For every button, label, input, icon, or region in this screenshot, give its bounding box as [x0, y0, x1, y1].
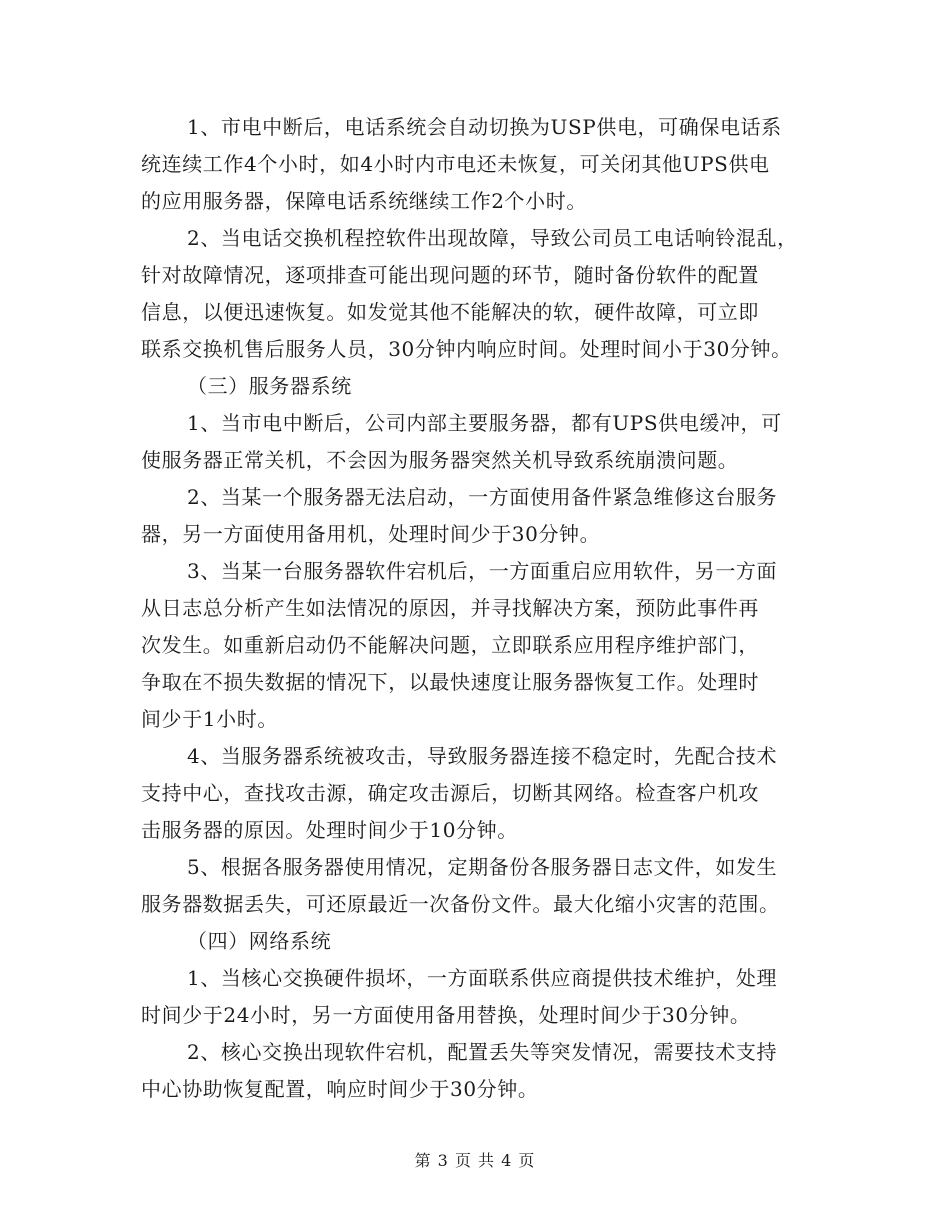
page-number-footer: 第 3 页 共 4 页	[414, 1151, 536, 1170]
body-line: 1、当核心交换硬件损坏，一方面联系供应商提供技术维护，处理	[187, 966, 778, 990]
body-line: 2、核心交换出现软件宕机，配置丢失等突发情况，需要技术支持	[187, 1040, 778, 1064]
body-line: 针对故障情况，逐项排查可能出现问题的环节，随时备份软件的配置	[141, 263, 759, 287]
body-line: 击服务器的原因。处理时间少于10分钟。	[141, 818, 518, 842]
body-line: 5、根据各服务器使用情况，定期备份各服务器日志文件，如发生	[187, 855, 778, 879]
body-line: 支持中心，查找攻击源，确定攻击源后，切断其网络。检查客户机攻	[141, 781, 759, 805]
section-heading: （三）服务器系统	[187, 374, 352, 398]
body-line: 间少于1小时。	[141, 707, 278, 731]
body-line: 2、当电话交换机程控软件出现故障，导致公司员工电话响铃混乱，	[187, 226, 798, 250]
body-line: 器，另一方面使用备用机，处理时间少于30分钟。	[141, 522, 601, 546]
body-line: 3、当某一台服务器软件宕机后，一方面重启应用软件，另一方面	[187, 559, 778, 583]
body-line: 的应用服务器，保障电话系统继续工作2个小时。	[141, 189, 587, 213]
body-line: 使服务器正常关机，不会因为服务器突然关机导致系统崩溃问题。	[141, 448, 739, 472]
body-line: 次发生。如重新启动仍不能解决问题，立即联系应用程序维护部门，	[141, 633, 759, 657]
body-line: 服务器数据丢失，可还原最近一次备份文件。最大化缩小灾害的范围。	[141, 892, 780, 916]
body-line: 联系交换机售后服务人员，30分钟内响应时间。处理时间小于30分钟。	[141, 337, 792, 361]
body-line: 4、当服务器系统被攻击，导致服务器连接不稳定时，先配合技术	[187, 744, 778, 768]
body-line: 信息，以便迅速恢复。如发觉其他不能解决的软，硬件故障，可立即	[141, 300, 759, 324]
body-line: 2、当某一个服务器无法启动，一方面使用备件紧急维修这台服务	[187, 485, 778, 509]
section-heading: （四）网络系统	[187, 929, 332, 953]
body-line: 中心协助恢复配置，响应时间少于30分钟。	[141, 1077, 539, 1101]
body-line: 争取在不损失数据的情况下，以最快速度让服务器恢复工作。处理时	[141, 670, 759, 694]
body-line: 时间少于24小时，另一方面使用备用替换，处理时间少于30分钟。	[141, 1003, 751, 1027]
body-line: 统连续工作4个小时，如4小时内市电还未恢复，可关闭其他UPS供电	[141, 152, 770, 176]
body-line: 1、当市电中断后，公司内部主要服务器，都有UPS供电缓冲，可	[187, 411, 782, 435]
body-line: 从日志总分析产生如法情况的原因，并寻找解决方案，预防此事件再	[141, 596, 759, 620]
body-line: 1、市电中断后，电话系统会自动切换为USP供电，可确保电话系	[187, 115, 782, 139]
